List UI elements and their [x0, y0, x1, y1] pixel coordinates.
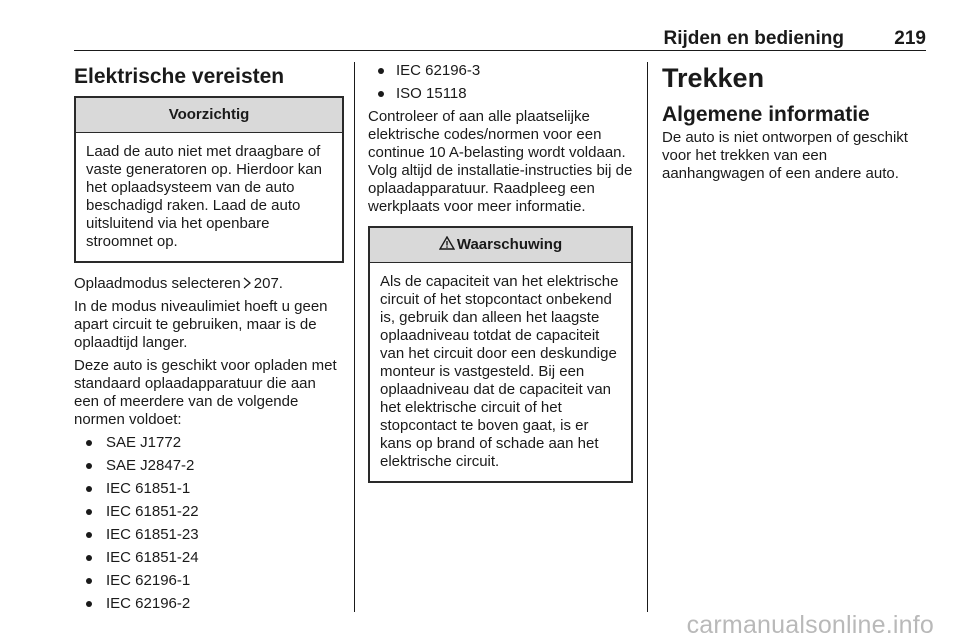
list-item-text: SAE J1772 — [106, 434, 182, 451]
list-item-text: IEC 61851-23 — [106, 526, 199, 543]
standards-list-continued — [368, 62, 633, 103]
list-item-text: IEC 62196-3 — [396, 62, 481, 79]
list-item — [74, 526, 344, 544]
list-item-text: IEC 62196-2 — [106, 595, 191, 612]
bullet-icon — [86, 509, 92, 515]
caution-body: Laad de auto niet met draagbare of vaste generatoren op. Hierdoor kan het oplaadsysteem van de auto beschadigd raken. Laad de auto uitsluitend via het openbare stroomnet op. — [86, 143, 322, 250]
bullet-icon — [86, 440, 92, 446]
list-item — [368, 62, 633, 80]
bullet-icon — [86, 601, 92, 607]
warning-box — [368, 226, 633, 483]
standards-list — [74, 434, 344, 613]
list-item-text: IEC 62196-1 — [106, 572, 191, 589]
reference-arrow-icon — [243, 277, 251, 289]
list-item — [74, 572, 344, 590]
column-3 — [662, 62, 927, 188]
list-item — [74, 549, 344, 567]
column-2 — [368, 62, 633, 495]
column-1 — [74, 62, 344, 618]
watermark: carmanualsonline.info — [686, 611, 934, 639]
bullet-icon — [86, 578, 92, 584]
list-item — [74, 480, 344, 498]
list-item — [74, 595, 344, 613]
column-divider — [647, 62, 648, 612]
list-item-text: SAE J2847-2 — [106, 457, 195, 474]
sub-heading: Algemene informatie — [662, 103, 870, 126]
bullet-icon — [86, 532, 92, 538]
warning-triangle-icon — [439, 236, 455, 250]
chapter-heading: Trekken — [662, 63, 765, 93]
caution-title: Voorzichtig — [76, 98, 342, 133]
list-item — [74, 503, 344, 521]
list-item-text: IEC 61851-24 — [106, 549, 199, 566]
page-header — [74, 28, 926, 51]
list-item-text: IEC 61851-1 — [106, 480, 191, 497]
bullet-icon — [86, 555, 92, 561]
charge-mode-reference — [74, 275, 344, 293]
paragraph: De auto is niet ontworpen of geschikt voor het trekken van een aanhangwagen of een andere auto. — [662, 129, 908, 182]
paragraph: Controleer of aan alle plaatselijke elektrische codes/normen voor een continue 10 A-belasting wordt voldaan. Volg altijd de installatie-instructies bij de oplaadapparatuur. Raadpleeg een werkplaats voor meer informatie. — [368, 108, 633, 215]
caution-box — [74, 96, 344, 263]
page-reference-link[interactable]: 207. — [253, 275, 283, 292]
list-item — [74, 434, 344, 452]
bullet-icon — [86, 463, 92, 469]
list-item — [74, 457, 344, 475]
header-title: Rijden en bediening — [663, 28, 844, 49]
bullet-icon — [378, 68, 384, 74]
page-number: 219 — [894, 28, 926, 49]
column-divider — [354, 62, 355, 612]
list-item — [368, 85, 633, 103]
warning-body: Als de capaciteit van het elektrische circuit of het stopcontact onbekend is, gebruik dan alleen het laagste oplaadniveau totdat de capaciteit van het circuit door een deskundige monteur is vastgesteld. Bij een oplaadniveau dat de capaciteit van het elektrische circuit of het stopcontact te boven gaat, is er kans op brand of schade aan het elektrische circuit. — [380, 273, 619, 470]
warning-title: Waarschuwing — [456, 236, 563, 253]
list-item-text: ISO 15118 — [396, 85, 467, 102]
paragraph: In de modus niveaulimiet hoeft u geen apart circuit te gebruiken, maar is de oplaadtijd langer. — [74, 298, 328, 351]
paragraph: Deze auto is geschikt voor opladen met standaard oplaadapparatuur die aan een of meerdere van de volgende normen voldoet: — [74, 357, 337, 428]
bullet-icon — [86, 486, 92, 492]
bullet-icon — [378, 91, 384, 97]
section-heading: Elektrische vereisten — [74, 65, 285, 88]
warning-header — [370, 228, 631, 263]
list-item-text: IEC 61851-22 — [106, 503, 199, 520]
reference-text: Oplaadmodus selecteren — [74, 275, 241, 292]
